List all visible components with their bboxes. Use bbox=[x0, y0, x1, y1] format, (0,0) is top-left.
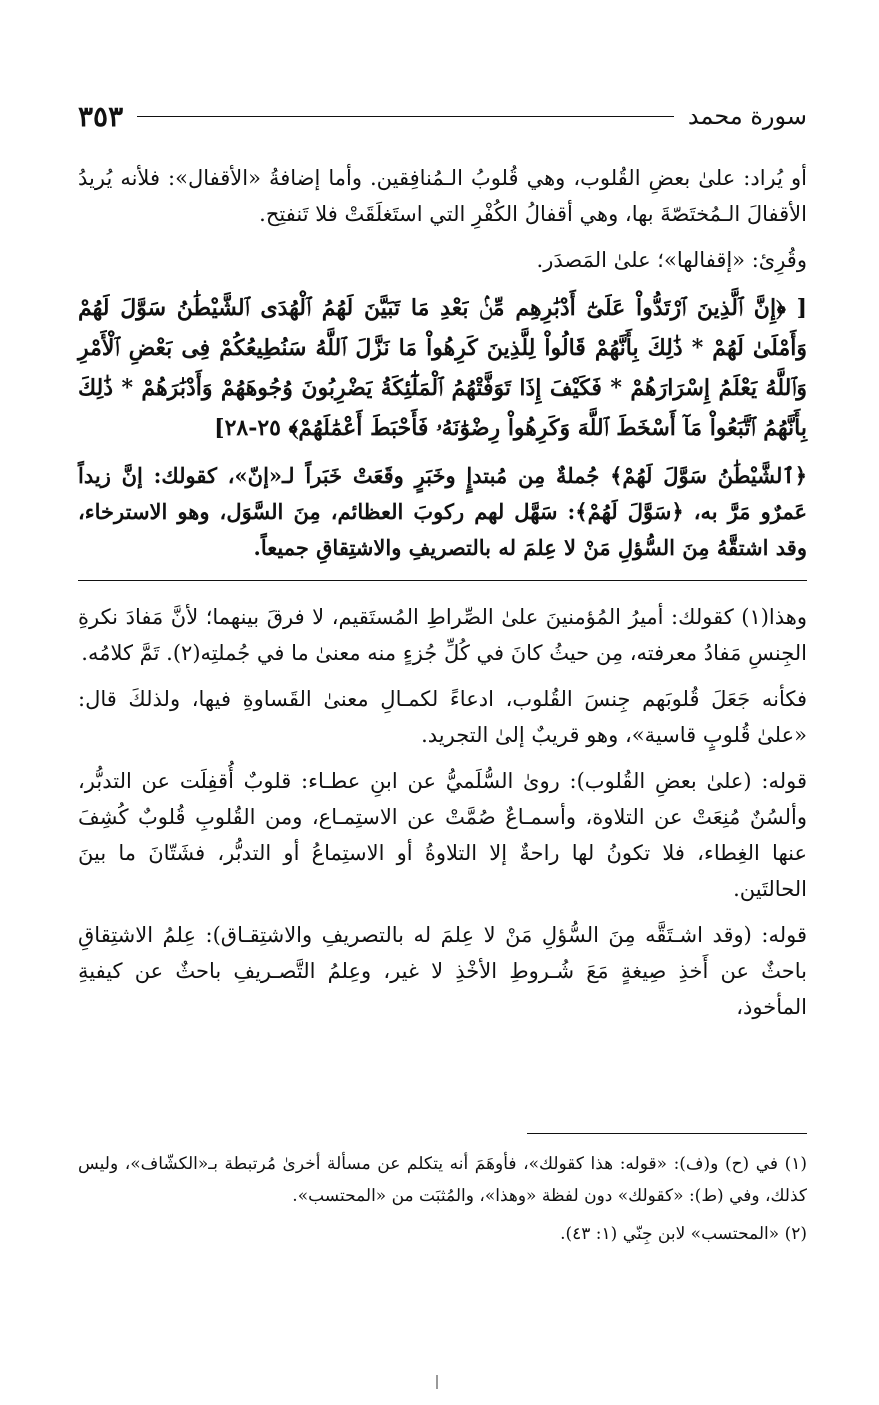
running-header bbox=[78, 96, 807, 136]
paragraph: وهذا(١) كقولك: أميرُ المُؤمنينَ علىٰ الصِّراطِ المُستَقيم، لا فرقَ بينهما؛ لأنَّ مَفادَ نكرةِ الجِنسِ مَفادُ معرفته، مِن حيثُ كانَ في كُلِّ جُزءٍ منه معنىٰ ما في جُملتِه(٢). تَمَّ كلامُه. bbox=[78, 605, 807, 665]
paragraph: فكأنه جَعَلَ قُلوبَهم جِنسَ القُلوب، ادعاءً لكمـالِ معنىٰ القَساوةِ فيها، ولذلكَ قال: «علىٰ قُلوبٍ قاسية»، وهو قريبٌ إلىٰ التجريد. bbox=[78, 687, 807, 747]
paragraph: أو يُراد: علىٰ بعضِ القُلوب، وهي قُلوبُ الـمُنافِقين. وأما إضافةُ «الأقفال»: فلأنه يُريدُ الأقفالَ الـمُختَصّةَ بها، وهي أقفالُ الكُفْرِ التي استَغلَقَتْ فلا تَنفتِح. bbox=[78, 166, 807, 226]
surah-title: سورة محمد bbox=[687, 102, 807, 130]
paragraph: قوله: (علىٰ بعضِ القُلوب): روىٰ السُّلَميُّ عن ابنِ عطـاء: قلوبٌ أُقفِلَت عن التدبُّر، وألسُنٌ مُنِعَتْ عن التلاوة، وأسمـاعٌ صُمَّتْ عن الاستِمـاع، ومن القُلوبِ قُلوبٌ كُشِفَ عنها الغِطاء، فلا تكونُ لها راحةٌ إلا التلاوةُ أو الاستِماعُ أو التدبُّر، فشَتّانَ ما بينَ الحالتَين. bbox=[78, 769, 807, 901]
header-rule bbox=[137, 116, 674, 117]
footnotes bbox=[78, 1148, 807, 1256]
main-text bbox=[78, 160, 807, 1035]
paragraph: وقُرِئ: «إقفالها»؛ علىٰ المَصدَر. bbox=[536, 248, 807, 272]
page-edge-mark bbox=[436, 1375, 438, 1389]
paragraph: ﴿ٱلشَّيْطَٰنُ سَوَّلَ لَهُمْ﴾ جُملةٌ مِن مُبتدإٍ وخَبَرٍ وقَعَتْ خَبَراً لـ«إنّ»، كقولك: إنَّ زيداً عَمرٌو مَرَّ به، ﴿سَوَّلَ لَهُمْ﴾: سَهَّل لهم ركوبَ العظائم، مِنَ السَّوَل، وهو الاسترخاء، وقد اشتقَّهُ مِنَ السُّؤلِ مَنْ لا عِلمَ له بالتصريفِ والاشتِقاقِ جميعاً. bbox=[78, 463, 807, 560]
quran-verse-block: [ ﴿إِنَّ ٱلَّذِينَ ٱرْتَدُّواْ عَلَىٰٓ أَدْبَٰرِهِم مِّنۢ بَعْدِ مَا تَبَيَّنَ لَهُمُ ٱلْهُدَى ٱلشَّيْطَٰنُ سَوَّلَ لَهُمْ وَأَمْلَىٰ لَهُمْ * ذَٰلِكَ بِأَنَّهُمْ قَالُواْ لِلَّذِينَ كَرِهُواْ مَا نَزَّلَ ٱللَّهُ سَنُطِيعُكُمْ فِى بَعْضِ ٱلْأَمْرِ وَٱللَّهُ يَعْلَمُ إِسْرَارَهُمْ * فَكَيْفَ إِذَا تَوَفَّتْهُمُ ٱلْمَلَٰٓئِكَةُ يَضْرِبُونَ وُجُوهَهُمْ وَأَدْبَٰرَهُمْ * ذَٰلِكَ بِأَنَّهُمُ ٱتَّبَعُواْ مَآ أَسْخَطَ ٱللَّهَ وَكَرِهُواْ رِضْوَٰنَهُۥ فَأَحْبَطَ أَعْمَٰلَهُمْ﴾ ٢٥-٢٨] bbox=[78, 295, 807, 441]
footnote: (١) في (ح) و(ف): «قوله: هذا كقولك»، فأوهَمَ أنه يتكلم عن مسألة أخرىٰ مُرتبطة بـ«الكشّاف»، وليس كذلك، وفي (ط): «كقولك» دون لفظة «وهذا»، والمُثبَت من «المحتسب». bbox=[78, 1154, 807, 1206]
footnote: (٢) «المحتسب» لابن جِنّي (١: ٤٣). bbox=[560, 1224, 807, 1244]
paragraph: قوله: (وقد اشـتَقَّه مِنَ السُّؤلِ مَنْ لا عِلمَ له بالتصريفِ والاشتِقـاق): عِلمُ الاشتِقاقِ باحثٌ عن أَخذِ صِيغةٍ مَعَ شُـروطِ الأخْذِ لا غير، وعِلمُ التَّصـريفِ باحثٌ عن كيفيةِ المأخوذ، bbox=[78, 923, 807, 1019]
footnote-rule bbox=[527, 1133, 807, 1134]
section-divider bbox=[78, 580, 807, 581]
page-number: ٣٥٣ bbox=[78, 99, 124, 133]
